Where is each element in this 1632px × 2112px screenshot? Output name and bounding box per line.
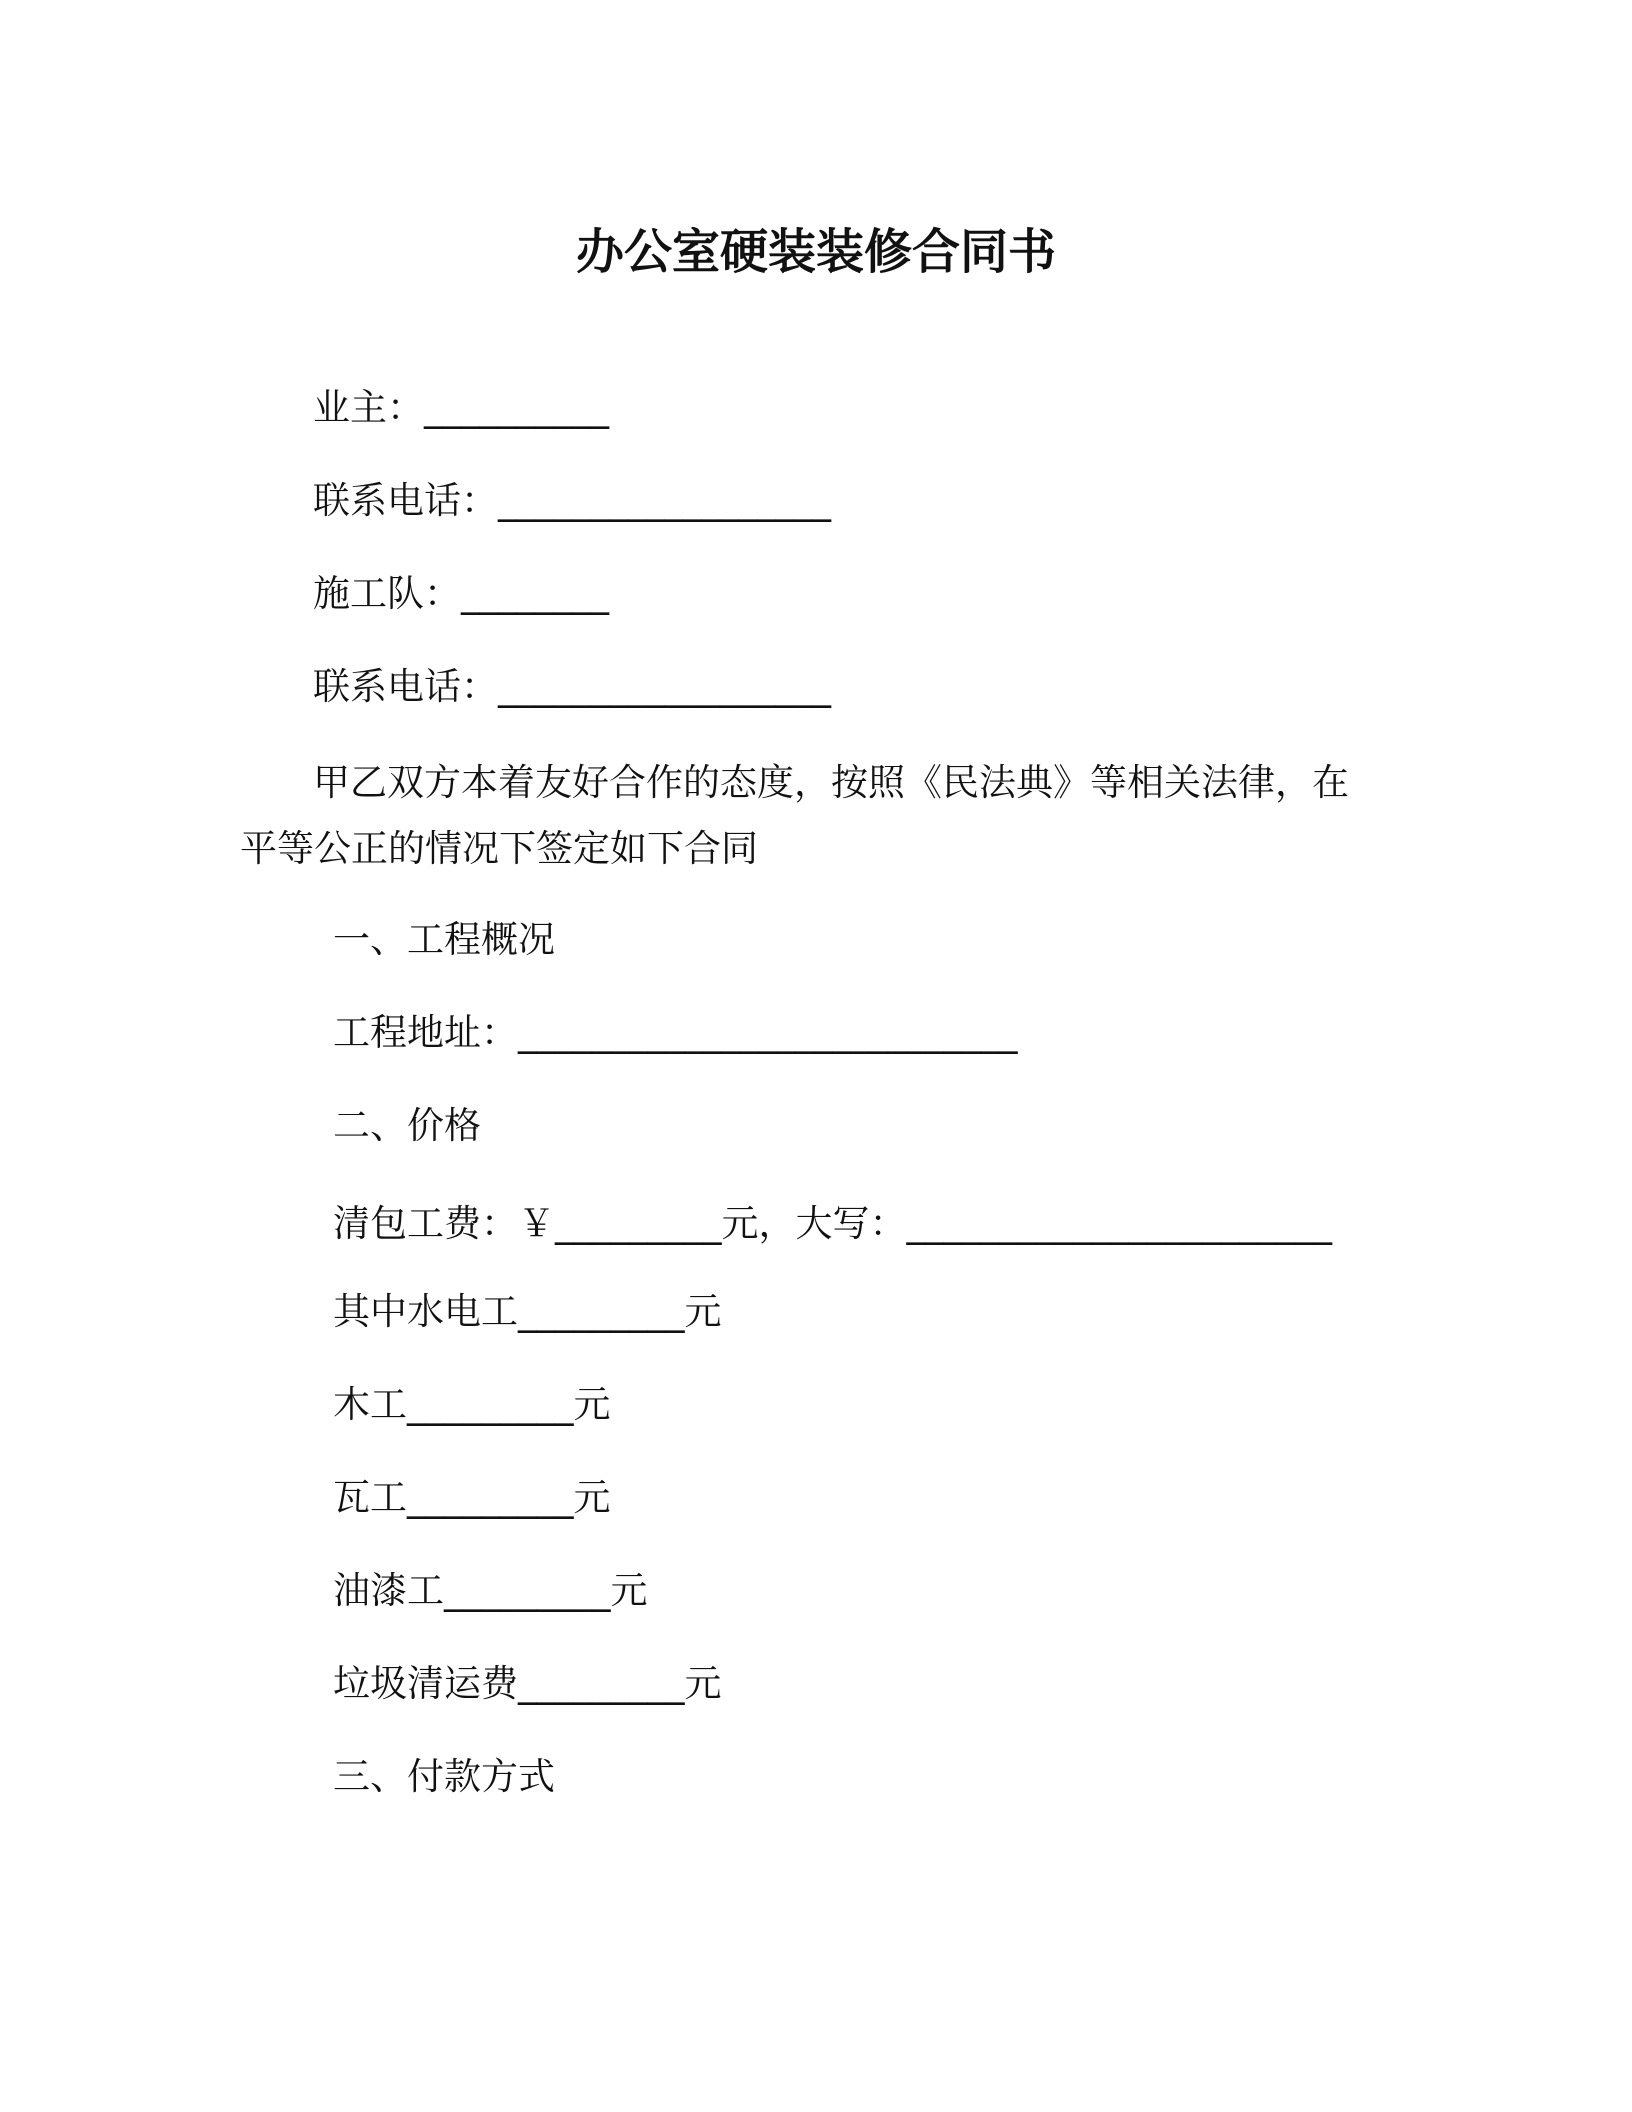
plumbing-electrical-fee: 其中水电工_________元 bbox=[333, 1290, 722, 1333]
section-3-heading: 三、付款方式 bbox=[333, 1755, 555, 1798]
preamble-line-2: 平等公正的情况下签定如下合同 bbox=[240, 827, 758, 870]
tiling-fee: 瓦工_________元 bbox=[333, 1476, 611, 1519]
preamble-line-1: 甲乙双方本着友好合作的态度，按照《民法典》等相关法律，在 bbox=[313, 761, 1349, 804]
contractor-field: 施工队：________ bbox=[313, 572, 609, 615]
contractor-phone-field: 联系电话：__________________ bbox=[313, 665, 831, 708]
section-2-heading: 二、价格 bbox=[333, 1104, 481, 1147]
owner-phone-field: 联系电话：__________________ bbox=[313, 479, 831, 522]
project-address-field: 工程地址：___________________________ bbox=[333, 1011, 1018, 1054]
carpentry-fee: 木工_________元 bbox=[333, 1383, 611, 1426]
painting-fee: 油漆工_________元 bbox=[333, 1569, 648, 1612]
preamble-paragraph bbox=[240, 750, 1360, 882]
waste-removal-fee: 垃圾清运费_________元 bbox=[333, 1662, 722, 1705]
owner-field: 业主：__________ bbox=[313, 386, 609, 429]
labor-fee-field: 清包工费：￥_________元，大写：_______________________ bbox=[333, 1202, 1332, 1245]
document-title: 办公室硬装装修合同书 bbox=[575, 224, 1056, 280]
section-1-heading: 一、工程概况 bbox=[333, 918, 555, 961]
